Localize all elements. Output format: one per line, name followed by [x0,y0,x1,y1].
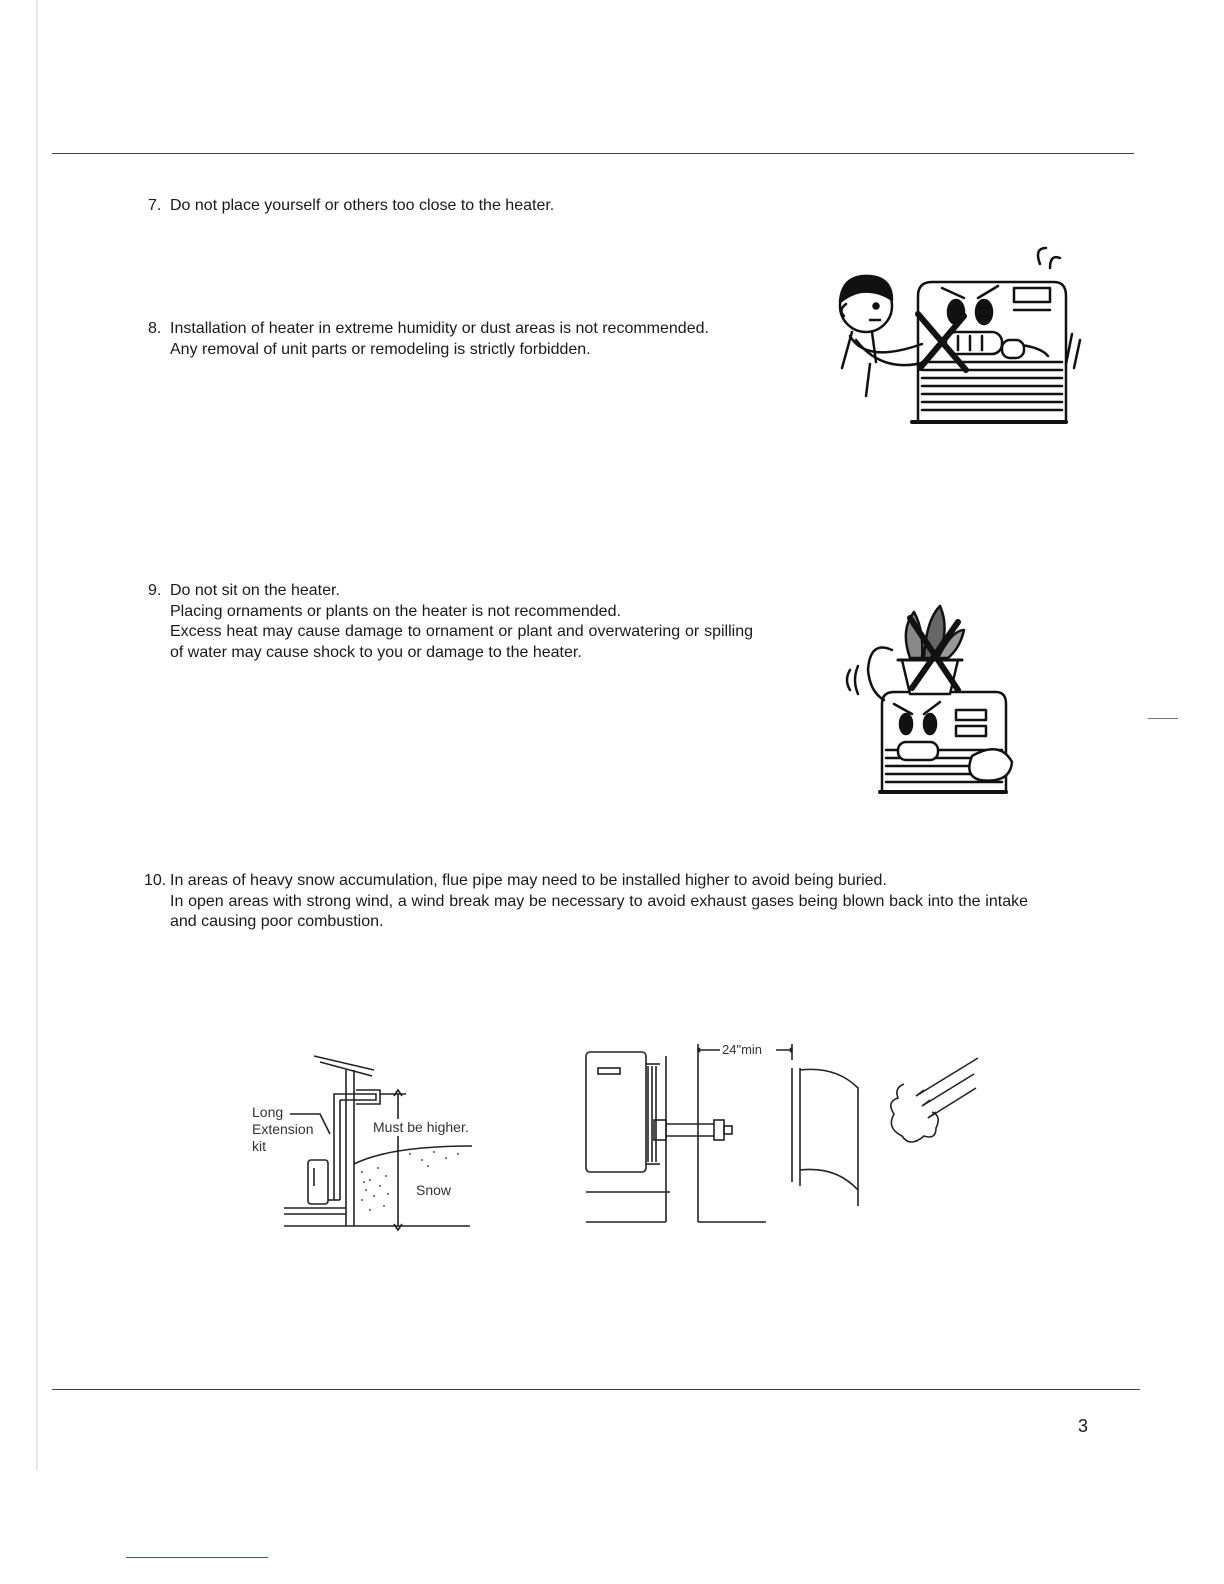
plant-on-heater-illustration [840,600,1020,796]
margin-mark [1148,718,1178,719]
item-text: Placing ornaments or plants on the heater is not recommended. [170,602,621,620]
header-rule [52,153,1134,154]
label-extension: Extension [252,1121,314,1137]
item-number: 9. [148,582,162,599]
person-too-close-illustration [826,244,1086,426]
item-text: Do not place yourself or others too close to the heater. [170,197,555,214]
item-text: In open areas with strong wind, a wind break may be necessary to avoid exhaust gases being blown back into the intake and causing poor combustion. [170,892,1028,930]
page-number: 3 [1078,1416,1089,1436]
item-text: Installation of heater in extreme humidity or dust areas is not recommended. [170,320,709,337]
item-body [170,871,1028,933]
item-body [170,581,753,663]
item-body [170,319,753,360]
item-number: 8. [148,320,162,337]
item-text: Any removal of unit parts or remodeling is strictly forbidden. [170,340,591,358]
label-snow: Snow [416,1182,452,1198]
plant-heater-drawing [840,600,1020,796]
label-must-be-higher: Must be higher. [373,1119,469,1135]
label-long: Long [252,1104,284,1120]
wind-break-figure [580,1036,990,1230]
item-number: 10. [144,872,167,889]
item-body [170,196,850,217]
item-number: 7. [148,197,162,214]
item-text: In areas of heavy snow accumulation, flue pipe may need to be installed higher to avoid being buried. [170,872,887,889]
scan-mark [126,1557,268,1558]
snow-installation-figure [250,1050,500,1235]
person-heater-drawing [826,244,1086,426]
item-text: Do not sit on the heater. [170,582,340,599]
snow-diagram [250,1050,500,1235]
scan-edge [36,0,38,1470]
wind-diagram [580,1036,990,1230]
item-text: Excess heat may cause damage to ornament or plant and overwatering or spilling of water may cause shock to you or damage to the heater. [170,623,753,661]
label-24-min-clearance: 24"min [722,1042,763,1057]
footer-rule [52,1389,1140,1390]
label-kit: kit [252,1138,266,1154]
